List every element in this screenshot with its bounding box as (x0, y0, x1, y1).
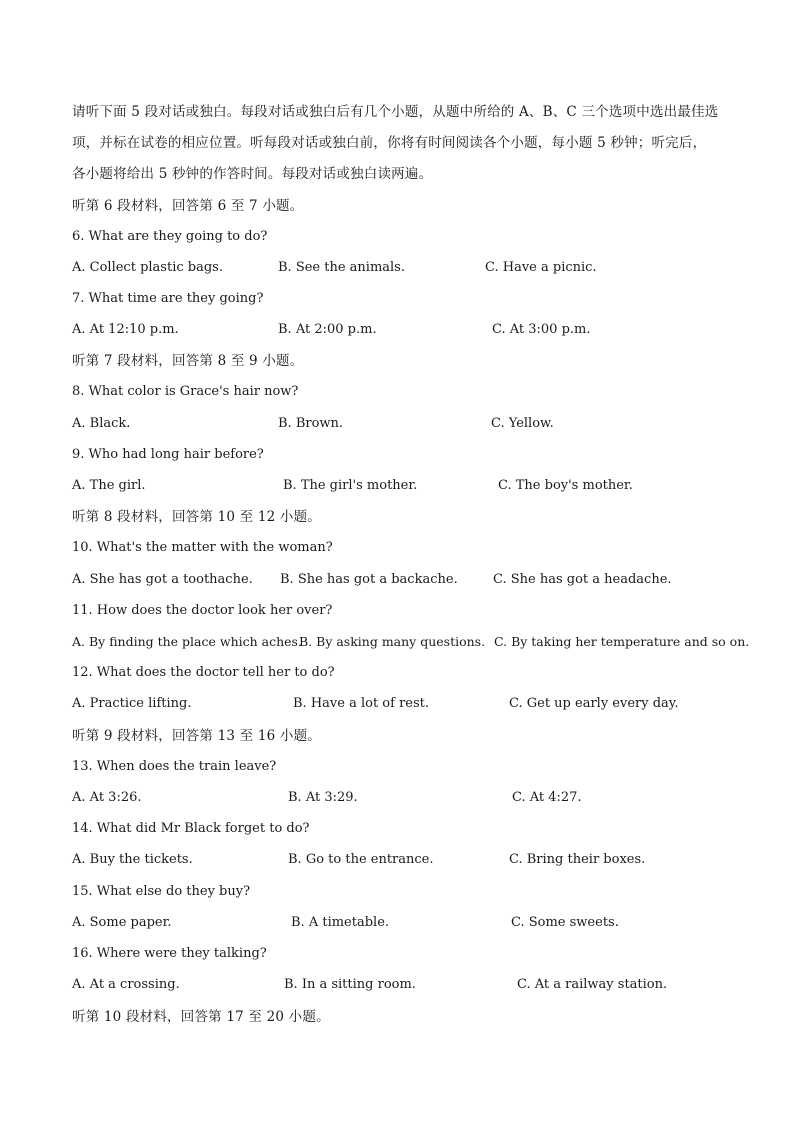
option-a: A. She has got a toothache. (72, 572, 253, 587)
option-b: B. Have a lot of rest. (293, 696, 430, 711)
option-a: A. Collect plastic bags. (72, 260, 223, 275)
section-heading: 听第 10 段材料，回答第 17 至 20 小题。 (72, 1009, 330, 1025)
option-a: A. By finding the place which aches. (72, 634, 302, 649)
question-text: 15. What else do they buy? (72, 884, 251, 899)
option-b: B. By asking many questions. (299, 634, 486, 649)
question-text: 14. What did Mr Black forget to do? (72, 821, 310, 836)
option-c: C. She has got a headache. (493, 572, 672, 587)
option-c: C. Yellow. (491, 416, 554, 431)
option-a: A. Some paper. (72, 915, 172, 930)
section-heading: 听第 8 段材料，回答第 10 至 12 小题。 (72, 509, 321, 525)
option-b: B. She has got a backache. (280, 572, 458, 587)
option-a: A. The girl. (72, 478, 146, 493)
option-a: A. At a crossing. (72, 977, 180, 992)
question-text: 9. Who had long hair before? (72, 447, 264, 462)
option-c: C. By taking her temperature and so on. (494, 634, 750, 649)
question-text: 13. When does the train leave? (72, 759, 277, 774)
option-c: C. Bring their boxes. (509, 852, 646, 867)
option-c: C. Get up early every day. (509, 696, 679, 711)
intro-line: 各小题将给出 5 秒钟的作答时间。每段对话或独白读两遍。 (72, 166, 433, 182)
option-c: C. Have a picnic. (485, 260, 597, 275)
option-c: C. Some sweets. (511, 915, 619, 930)
option-a: A. At 12:10 p.m. (72, 322, 179, 337)
question-text: 8. What color is Grace's hair now? (72, 384, 299, 399)
option-b: B. The girl's mother. (283, 478, 418, 493)
option-b: B. At 2:00 p.m. (278, 322, 377, 337)
question-text: 11. How does the doctor look her over? (72, 603, 333, 618)
option-b: B. At 3:29. (288, 790, 358, 805)
option-c: C. At 4:27. (512, 790, 582, 805)
intro-line: 项，并标在试卷的相应位置。听每段对话或独白前，你将有时间阅读各个小题，每小题 5 秒钟；听完后， (72, 135, 707, 151)
section-heading: 听第 9 段材料，回答第 13 至 16 小题。 (72, 728, 321, 744)
option-b: B. Brown. (278, 416, 344, 431)
option-a: A. Practice lifting. (72, 696, 192, 711)
option-b: B. Go to the entrance. (288, 852, 434, 867)
section-heading: 听第 7 段材料，回答第 8 至 9 小题。 (72, 353, 304, 369)
option-a: A. Buy the tickets. (72, 852, 193, 867)
option-c: C. At a railway station. (517, 977, 668, 992)
option-b: B. In a sitting room. (284, 977, 416, 992)
option-b: B. See the animals. (278, 260, 405, 275)
question-text: 12. What does the doctor tell her to do? (72, 665, 335, 680)
option-b: B. A timetable. (291, 915, 390, 930)
question-text: 6. What are they going to do? (72, 229, 268, 244)
intro-line: 请听下面 5 段对话或独白。每段对话或独白后有几个小题，从题中所给的 A、B、C 三个选项中选出最佳选 (72, 104, 719, 120)
option-a: A. At 3:26. (72, 790, 142, 805)
question-text: 16. Where were they talking? (72, 946, 267, 961)
section-heading: 听第 6 段材料，回答第 6 至 7 小题。 (72, 198, 304, 214)
option-c: C. The boy's mother. (498, 478, 633, 493)
option-c: C. At 3:00 p.m. (492, 322, 591, 337)
question-text: 10. What's the matter with the woman? (72, 540, 333, 555)
option-a: A. Black. (72, 416, 131, 431)
question-text: 7. What time are they going? (72, 291, 264, 306)
